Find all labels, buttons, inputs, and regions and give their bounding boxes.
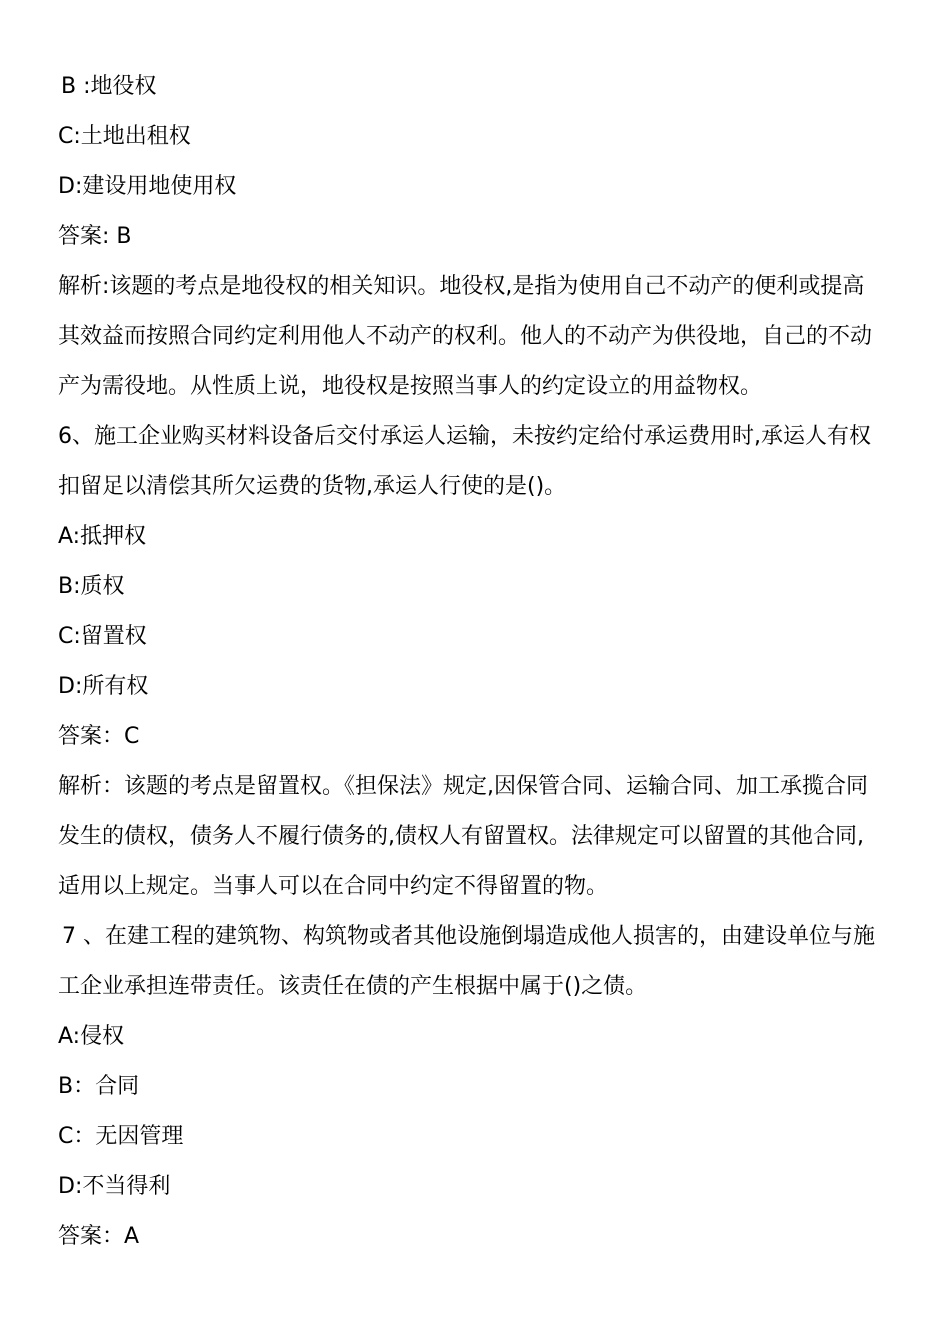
q7-question-line-1: 7 、在建工程的建筑物、构筑物或者其他设施倒塌造成他人损害的，由建设单位与施 (62, 924, 875, 949)
q6-question-line-2: 扣留足以清偿其所欠运费的货物,承运人行使的是()。 (58, 474, 567, 499)
q5-explanation-line-3: 产为需役地。从性质上说，地役权是按照当事人的约定设立的用益物权。 (58, 374, 763, 399)
q5-option-d: D:建设用地使用权 (58, 174, 237, 199)
q6-option-c: C:留置权 (58, 624, 147, 649)
q6-explanation-line-2: 发生的债权，债务人不履行债务的,债权人有留置权。法律规定可以留置的其他合同, (58, 824, 864, 849)
q7-option-d: D:不当得利 (58, 1174, 171, 1199)
q6-explanation-line-1: 解析：该题的考点是留置权。《担保法》规定,因保管合同、运输合同、加工承揽合同 (58, 774, 868, 799)
q6-option-d: D:所有权 (58, 674, 149, 699)
q6-answer: 答案：C (58, 724, 140, 749)
q5-option-b: B :地役权 (61, 74, 157, 99)
document-page (58, 62, 894, 1262)
q5-option-c: C:土地出租权 (58, 124, 191, 149)
q7-answer: 答案：A (58, 1224, 140, 1249)
q7-question-line-2: 工企业承担连带责任。该责任在债的产生根据中属于()之债。 (58, 974, 648, 999)
q7-option-c: C：无因管理 (58, 1124, 184, 1149)
q6-explanation-line-3: 适用以上规定。当事人可以在合同中约定不得留置的物。 (58, 874, 609, 899)
q6-option-b: B:质权 (58, 574, 125, 599)
q5-answer: 答案: B (58, 224, 132, 249)
q7-option-a: A:侵权 (58, 1024, 125, 1049)
q5-explanation-line-2: 其效益而按照合同约定利用他人不动产的权利。他人的不动产为供役地，自己的不动 (58, 324, 873, 349)
q6-option-a: A:抵押权 (58, 524, 147, 549)
q5-explanation-line-1: 解析:该题的考点是地役权的相关知识。地役权,是指为使用自己不动产的便利或提高 (58, 274, 865, 299)
q6-question-line-1: 6、施工企业购买材料设备后交付承运人运输，未按约定给付承运费用时,承运人有权 (58, 424, 871, 449)
q7-option-b: B：合同 (58, 1074, 140, 1099)
